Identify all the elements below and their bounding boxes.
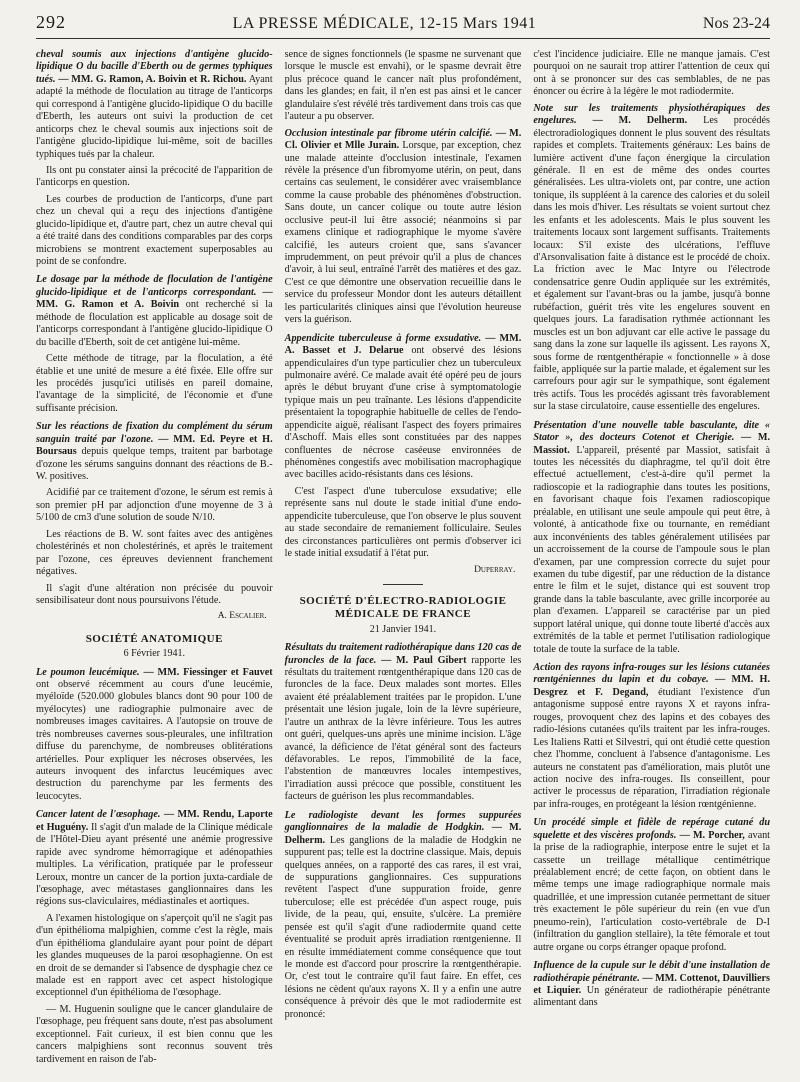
article-paragraph: Les courbes de production de l'anticorps, d'une part chez un cheval qui a reçu des injections d'antigène glucido-lipidique et, d'autre part, chez un autre cheval qui a été traité dans des conditions comparables par des corps microbiens se montrent exactement superposables au point de se confondre. <box>36 193 273 267</box>
article-paragraph: C'est l'aspect d'une tuberculose exsudative; elle représente sans nul doute le stade initial d'une endo-appendicite tuberculeuse, que l'on observe le plus souvent au stade secondaire de remaniement folliculaire. Seules des circonstances particulières ont permis d'observer ici le stade initial exsudatif à l'état pur. <box>284 485 522 560</box>
article-appendicite <box>285 333 522 576</box>
article-body: ont observé des lésions appendiculaires d'un type particulier chez un tuberculeux pulmonaire avéré. Ce malade avait été opéré peu de jours après le début bruyant d'une crise à symptomatologie typique mais un peu traînante. Les lésions d'appendicite présentaient la topographie habituelle de celles de l'endo-appendicite aiguë, réalisant l'aspect des foyers primaires d'Aschoff. Mais elles sont constituées par des nappes confluentes de nécrose caséeuse environnées de phénomènes congestifs avec mobilisation macrophagique avec bacilles acido-résistants dans ces lésions. <box>284 345 522 481</box>
signature: Duperray. <box>474 564 516 575</box>
article-paragraph: Cette méthode de titrage, par la floculation, a été établie et une unité de mesure a été fixée. Elle offre sur les procédés jusqu'ici utilisés en pareil domaine, l'avantage de la simplicité, de l'économie et d'une suffisante précision. <box>36 353 273 414</box>
society-heading: SOCIÉTÉ ANATOMIQUE <box>85 632 223 645</box>
article-body: avant la prise de la radiographie, interpose entre le sujet et la cassette un treillage métallique centimétrique préalablement encré; de cette façon, on obtient dans le même temps une image radiographique normale mais quadrillée, et une impression cutanée permettant de situer très exactement le pôle supérieur du rein (en vue d'un pneumo-rein), l'articulation costo-vertébrale de D-I (infiltration du ganglion stellaire), la tête fémorale et tout autre organe ou corps étranger opaque profond. <box>533 829 771 953</box>
article-authors: — MM. A. Basset et J. Delarue <box>284 332 522 357</box>
article-ozone <box>36 421 273 623</box>
article-body: Les procédés électroradiologiques donnent le plus souvent des résultats rapides et complets. Traitements généraux: Les bains de lumière activent d'une façon énergique la circulation générale. Il en est de même des ondes courtes généralisées. Les ultra-violets ont, par contre, une action tonique, ils suppléent à la carence des calories et du soleil dans les mois d'hiver. Les résultats se voient surtout chez les enfants et les adolescents. Mais le plus souvent les traitements locaux sont largement suffisants. Traitements locaux: S'il existe des ulcérations, l'effluve d'Arsonvalisation faite à distance est le procédé de choix. La friction avec le Mac Intyre ou l'électrode condensatrice genre Oudin appliquée sur les extrémités, et également sur l'avant-bras ou la jambe, jusqu'à bonne rubéfaction, guérit très vite les engelures souvent en quelques jours. La faradisation rythmée actionnant les muscles est un bon adjuvant car elle active le passage du sang dans la zone sur laquelle ils agissent. Les rayons X, sous forme de rœntgenthérapie « fonctionnelle » à dose faible, appliquée sur la partie malade, et également sur les carrefours pour agir sur le sympathique, sont également très actifs. Tous les procédés agissant très favorablement sur la stase circulatoire, cause essentielle des engelures. <box>533 115 771 413</box>
page-header <box>36 12 770 39</box>
article-authors: — M. Porcher, <box>679 829 745 841</box>
column-3 <box>533 49 770 1072</box>
article-body: rapporte les résultats du traitement rœntgenthérapique dans 120 cas de furoncles de la face. Deux malades sont mortes. Elles avaient été préalablement traitées par le propidon. L'une présentait une lésion jugale, loin de la lèvre supérieure, l'autre un anthrax de la lèvre inférieure. Tous les autres ont guéri, quelques-uns après une minime incision. L'âge avancé, la déficience de l'état général sont des facteurs défavorables. Le repos, l'immobilité de la face, l'abstention de manœuvres locales intempestives, l'irradiation aussi précoce que possible, constituent les facteurs de guérison les plus recommandables. <box>284 654 522 803</box>
article-infra-rouges <box>533 662 770 811</box>
article-poumon <box>36 667 273 804</box>
article-paragraph: Acidifié par ce traitement d'ozone, le sérum est remis à son premier pH par adjonction d'une moyenne de 3 à 5/100 de cm3 d'une solution de soude N/10. <box>36 487 273 524</box>
article-cupule <box>533 960 770 1010</box>
article-reperage <box>533 817 770 954</box>
article-continuation: c'est l'incidence judiciaire. Elle ne manque jamais. C'est pourquoi on ne saurait trop attirer l'attention de ceux qui ont à se prononcer sur des cas semblables, de ne pas énoncer ou écrire à la légère le mot radiodermite. <box>533 49 770 98</box>
section-divider <box>383 584 423 585</box>
article-body: Ayant adapté la méthode de floculation au titrage de l'anticorps qui correspond à l'antigène glucido-lipidique O du bacille d'Eberth, les auteurs ont suivi la production de cet anticorps chez le cheval soumis aux injections soit de l'antigène glucido-lipidique lui-même, soit de bacilles typhiques tués par la chaleur. <box>36 73 273 160</box>
article-body: L'appareil, présenté par Massiot, satisfait à toutes les nécessités du diaphragme, tel qu'il doit être effectué actuellement, c'est-à-dire qu'il permet la radioscopie et la radiographie dans toutes les positions, en favorisant chaque fois l'examen radioscopique préalable, en utilisant une seule ampoule qui peut être, à volonté, à anticathode fixe ou tournante, en remédiant aux inconvénients des tables généralement utilisées par un accroissement de la course de l'ampoule sous le plan d'examen, par une compression correcte du sujet pour examen du tube digestif, par une réduction de la distance entre le film et le sujet, distance qui est souvent trop grande dans la table basculante, avec grille incorporée au plan d'examen. L'appareil se caractérise par un pied support latéral unique, qui donne toute liberté d'accès aux extrémités de la table et permet l'utilisation radiologique totale de toute la surface de la table. <box>533 444 770 655</box>
article-authors: — M. Delherm. <box>284 822 522 846</box>
article-authors: — M. Massiot. <box>533 432 770 456</box>
article-table-stator <box>533 420 770 656</box>
article-title: cheval soumis aux injections d'antigène glucido-lipidique O du bacille d'Eberth ou de germes typhiques tués. <box>36 49 273 85</box>
article-body: Les ganglions de la maladie de Hodgkin ne suppurent pas; telle est la doctrine classique. Mais, depuis quelques années, on a rapporté des cas rares, il est vrai, de suppurations ganglionnaires. Ces suppurations revêtent l'aspect d'une suppuration froide, genre tuberculose; elle est précédée d'un aspect rouge, puis livide, de la peau, qui, ensuite, s'ulcère. La première pensée est qu'il s'agit d'une radiodermite quand cette éventualité se produit après irradiation rœntgenienne. Il en résulte immédiatement comme conséquence que tout le monde est d'accord pour proscrire la rœntgenthérapie. Or, c'est tout le contraire qu'il faut faire. En effet, ces lésions ne cèdent qu'aux rayons X. Il y a enfin une autre conséquence à prévoir dès que le mot radiodermite est prononcé: <box>284 834 522 1020</box>
article-title: Occlusion intestinale par fibrome utérin calcifié. <box>284 127 493 139</box>
column-2 <box>285 49 522 1072</box>
issue-number: Nos 23-24 <box>702 15 770 32</box>
article-occlusion <box>285 128 522 327</box>
society-heading: SOCIÉTÉ D'ÉLECTRO-RADIOLOGIE MÉDICALE DE FRANCE <box>299 595 507 621</box>
article-paragraph: Les réactions de B. W. sont faites avec des antigènes cholestérinés et non cholestérinés, et après le traitement par l'ozone, ces épreuves deviennent franchement négatives. <box>36 528 273 578</box>
article-title: Sur les réactions de fixation du complément du sérum sanguin traité par l'ozone. <box>36 421 273 445</box>
article-title: Influence de la cupule sur le débit d'une installation de radiothérapie pénétrante. <box>533 960 770 984</box>
article-paragraph: A l'examen histologique on s'aperçoit qu'il ne s'agit pas d'un épithélioma malpighien, comme c'est la règle, mais d'un épithélioma glandulaire ayant pour point de départ les glandes muqueuses de la paroi œsophagienne. On est en droit de se demander si l'absence de dysphagie chez ce malade est en rapport avec cet aspect histologique exceptionnel d'un épithélioma de l'œsophage. <box>36 912 273 999</box>
session-date: 6 Février 1941. <box>123 648 186 660</box>
article-authors: — MM. G. Ramon et A. Boivin <box>36 286 273 311</box>
article-authors: — M. Paul Gibert <box>381 654 467 666</box>
article-authors: — MM. Fiessinger et Fauvet <box>143 666 273 678</box>
article-authors: — M. Cl. Olivier et Mlle Jurain. <box>284 127 522 152</box>
article-title: Cancer latent de l'œsophage. <box>36 809 161 821</box>
article-body: ont recherché si la méthode de floculation est applicable au dosage soit de l'anticorps correspondant à l'antigène glucido-lipidique O du bacille d'Eberth, soit de cet antigène lui-même. <box>36 299 273 348</box>
article-title: Action des rayons infra-rouges sur les lésions cutanées rœntgéniennes du lapin et du cobaye. <box>533 662 770 686</box>
article-body: Un générateur de radiothérapie pénétrante alimentant dans <box>533 984 770 1009</box>
article-dosage <box>36 274 273 415</box>
article-body: Il s'agit d'un malade de la Clinique médicale de l'Hôtel-Dieu ayant présenté une anémie progressive rapide avec syndrome hémorragique et adénopathies multiples. La vérification, pratiquée par le professeur Leroux, montre un cancer de la portion juxta-cardiale de l'œsophage, avec métastases ganglionnaires dans les régions sus-claviculaires, médiastinales et aortiques. <box>36 821 273 908</box>
article-authors: — MM. Ed. Peyre et H. Boursaus <box>36 433 273 458</box>
article-furoncles <box>285 642 522 804</box>
article-paragraph: — M. Huguenin souligne que le cancer glandulaire de l'œsophage, peu fréquent sans doute, n'est pas absolument exceptionnel. Fait curieux, il est bien connu que les cancers malpighiens sont reconnus souvent très tardivement en raison de l'ab- <box>36 1003 273 1065</box>
article-title: Le radiologiste devant les formes suppurées ganglionnaires de la maladie de Hodgkin. <box>284 809 522 834</box>
article-paragraph: Ils ont pu constater ainsi la précocité de l'apparition de l'anticorps en question. <box>36 164 273 189</box>
article-title: Résultats du traitement radiothérapique dans 120 cas de furoncles de la face. <box>284 642 522 666</box>
article-authors: — MM. H. Desgrez et F. Degand, <box>533 674 770 698</box>
signature: A. Escalier. <box>217 611 267 622</box>
article-continuation: sence de signes fonctionnels (le spasme ne survenant que lorsque le muscle est envahi), or le spasme devrait être plus précoce quand le cancer naît plus profondément, dans les glandes; en fait, il n'en est pas ainsi et le cancer glandulaire s'est révélé très tardivement dans trois cas que l'auteur a pu observer. <box>284 49 522 123</box>
column-1 <box>36 49 273 1072</box>
article-body: depuis quelque temps, traitent par barbotage d'ozone les sérums sanguins donnant des réactions de B.-W. positives. <box>36 446 273 482</box>
article-authors: — M. Delherm. <box>592 115 688 127</box>
article-title: Le poumon leucémique. <box>36 666 140 678</box>
article-authors: — MM. Rendu, Laporte et Huguény. <box>36 809 273 833</box>
article-paragraph: Il s'agit d'une altération non précisée du pouvoir sensibilisateur dont nous poursuivons l'étude. <box>36 582 273 606</box>
article-title: Note sur les traitements physiothérapiques des engelures. <box>533 102 770 127</box>
session-date: 21 Janvier 1941. <box>369 623 437 635</box>
article-cancer <box>36 809 273 1066</box>
article-anticorps <box>36 49 273 268</box>
article-title: Appendicite tuberculeuse à forme exsudative. <box>284 332 482 344</box>
article-title: Présentation d'une nouvelle table basculante, dite « Stator », des docteurs Cotenot et Cherigie. <box>533 419 770 444</box>
article-body: Lorsque, par exception, chez une malade atteinte d'occlusion intestinale, l'examen révèle la présence d'un fibromyome utérin, on peut, dans certains cas seulement, le considérer avec vraisemblance comme la cause probable des phénomènes d'obstruction. Sans doute, un cancer colique ou toute autre lésion occlusive peut-il lui être associé; néanmoins si par examens clinique et radiographique le myome s'avère calcifié, les auteurs croient que, sans s'avancer imprudemment, on peut prévoir qu'il a plus de chances d'avoir, à lui seul, entraîné l'arrêt des matières et des gaz. C'est ce que démontre une observation recueillie dans le service du professeur Mondor dont les auteurs détaillent les particularités cliniques ainsi que l'évolution heureuse vers la guérison. <box>284 140 522 326</box>
article-body: étudiant l'existence d'un antagonisme supposé entre rayons X et rayons infra-rouges, provoquent chez des lapins et des cobayes des radio-lésions cutanées qu'ils traitent par les infra-rouges. Les Italiens Ratti et Silvestri, qui ont étudié cette question chez l'homme, concluent à l'absence d'antagonisme. Les auteurs ne constatent pas d'amélioration, mais plutôt une action nocive des infra-rouges. Ils conseillent, pour activer le processus de réparation, l'irradiation régionale par infra-rouges, en protégeant la lésion rœntgénienne. <box>533 686 771 810</box>
article-hodgkin <box>285 810 522 1021</box>
article-authors: — MM. G. Ramon, A. Boivin et R. Richou. <box>58 73 247 85</box>
article-title: Un procédé simple et fidèle de repérage cutané du squelette et des viscères profonds. <box>533 817 770 841</box>
journal-title: LA PRESSE MÉDICALE, 12-15 Mars 1941 <box>232 15 537 32</box>
article-columns <box>36 49 770 1072</box>
article-engelures <box>533 103 770 414</box>
article-authors: — MM. Cottenot, Dauvilliers et Liquier. <box>533 972 771 996</box>
article-title: Le dosage par la méthode de floculation de l'antigène glucido-lipidique et de l'anticorps correspondant. <box>36 274 273 298</box>
article-body: ont observé récemment au cours d'une leucémie, myéloïde (520.000 globules blancs dont 90 pour 100 de myélocytes) une radiographie pulmonaire avec de nombreuses images cavitaires. A l'autopsie on trouve de très nombreuses cavernes sous-pleurales, une infiltration diffuse du parenchyme, de nombreuses oblitérations artérielles. Pour expliquer les nécroses observées, les auteurs invoquent des infarctus leucémiques avec destruction du parenchyme par les ferments des leucocytes. <box>36 678 273 802</box>
page-number: 292 <box>36 12 66 32</box>
